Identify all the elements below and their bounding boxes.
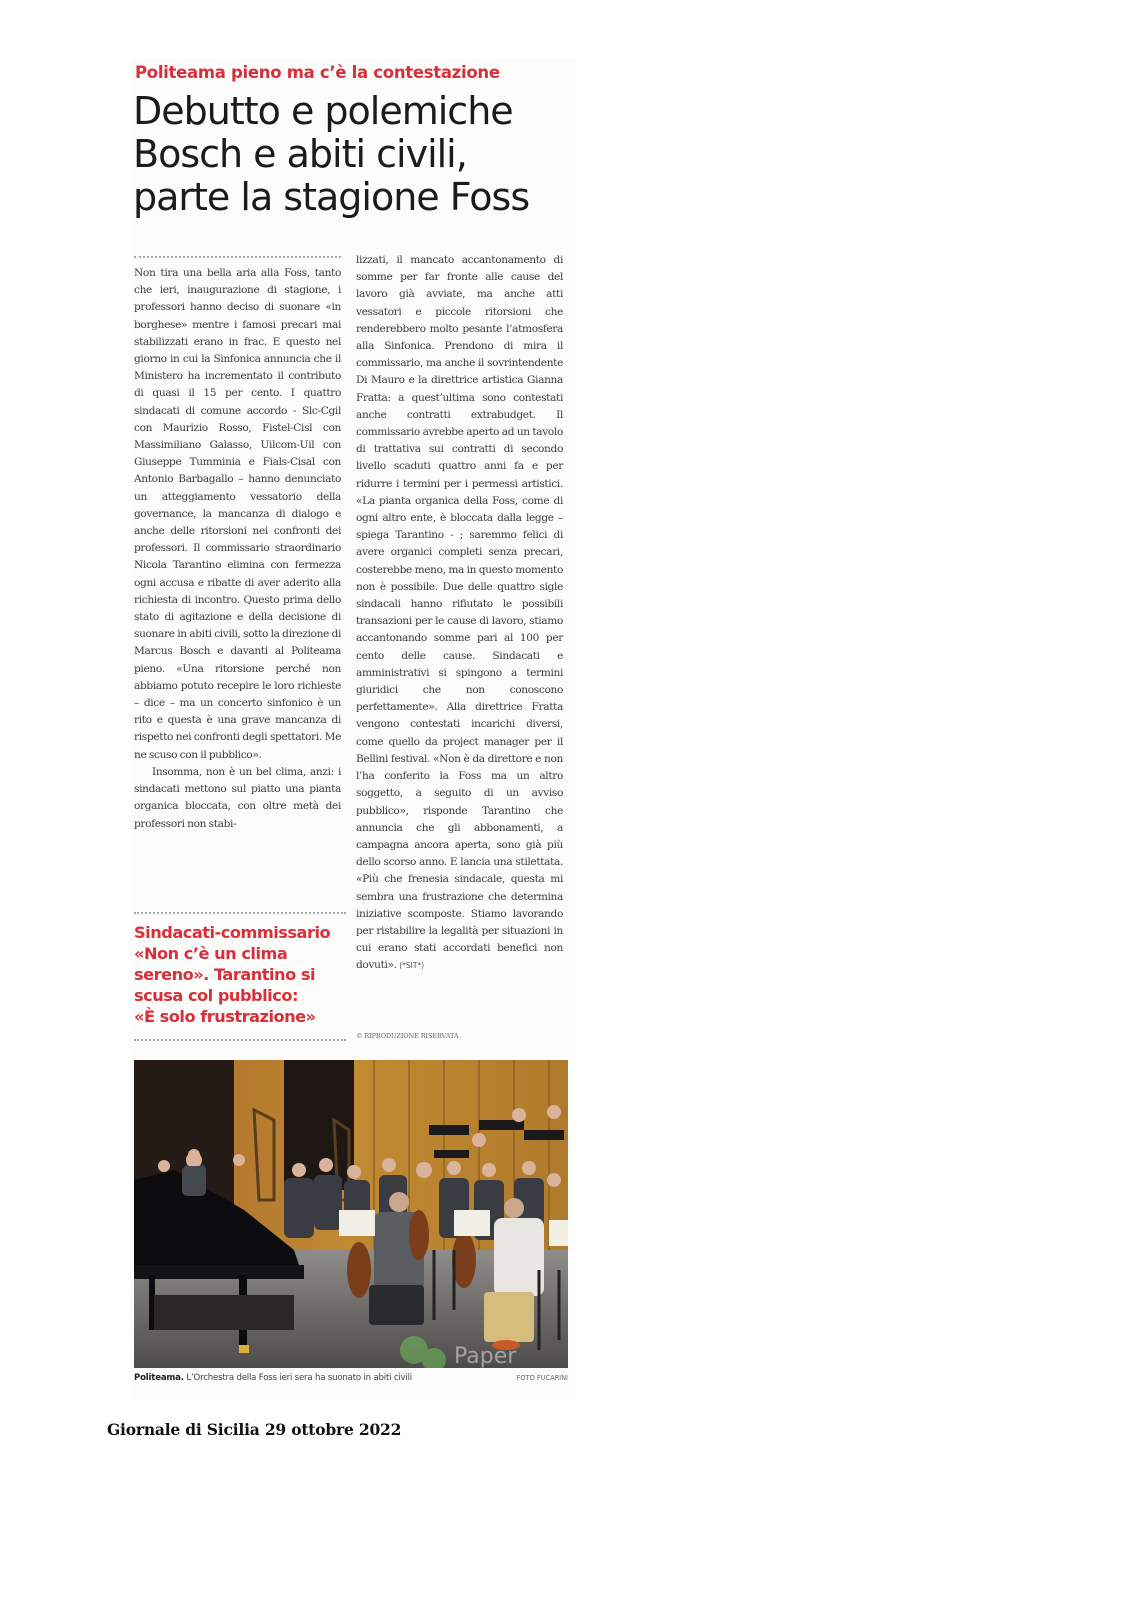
copyright-notice: © RIPRODUZIONE RISERVATA xyxy=(356,1032,459,1040)
headline-line: Debutto e polemiche xyxy=(133,89,513,133)
article-photo xyxy=(134,1060,568,1368)
watermark-text: Paper xyxy=(454,1344,517,1368)
photo-caption xyxy=(134,1373,568,1383)
body-column-left xyxy=(134,265,341,833)
article-kicker: Politeama pieno ma c’è la contestazione xyxy=(135,63,500,82)
body-paragraph: Insomma, non è un bel clima, anzi: i sindacati mettono sul piatto una pianta organica bloccata, con oltre metà dei professori non stabi- xyxy=(134,765,341,830)
subhead-line: sereno». Tarantino si xyxy=(134,965,316,984)
caption-text: L’Orchestra della Foss ieri sera ha suonato in abiti civili xyxy=(183,1373,412,1383)
photo-credit: FOTO FUCARINI xyxy=(516,1374,568,1382)
author-byline: (*SIT*) xyxy=(399,961,425,971)
headline-line: parte la stagione Foss xyxy=(133,175,530,219)
dotted-separator xyxy=(134,256,341,258)
body-paragraph xyxy=(356,252,563,975)
subhead-line: scusa col pubblico: xyxy=(134,986,298,1005)
article-subhead xyxy=(134,922,349,1027)
article-headline xyxy=(133,90,573,219)
body-text: lizzati, il mancato accantonamento di somme per far fronte alle cause del lavoro già avviate, ma anche atti vessatori e piccole ritorsioni che renderebbero molto pesante l’atmosfera alla Sinfonica. Prendono di mira il commissario, ma anche il sovrintendente Di Mauro e la direttrice artistica Gianna Fratta: a quest’ultima sono contestati anche contratti extrabudget. Il commissario avrebbe aperto ad un tavolo di trattativa sui contratti di secondo livello scaduti quattro anni fa e per ridurre i termini per i permessi artistici. «La pianta organica della Foss, come di ogni altro ente, è bloccata dalla legge – spiega Tarantino - ; saremmo felici di avere organici completi senza precari, costerebbe meno, ma in questo momento non è possibile. Due delle quattro sigle sindacali hanno rifiutato le possibili transazioni per le cause di lavoro, stiamo accantonando somme pari al 100 per cento delle cause. Sindacati e amministrativi si spingono a termini giuridici che non conoscono perfettamente». Alla direttrice Fratta vengono contestati incarichi diversi, come quello da project manager per il Bellini festival. «Non è da direttore e non l’ha conferito la Foss ma un altro soggetto, a seguito di un avviso pubblico», risponde Tarantino che annuncia che gli abbonamenti, a campagna ancora aperta, sono già più dello scorso anno. E lancia una stilettata. «Più che frenesia sindacale, questa mi sembra una frustrazione che determina iniziative scomposte. Stiamo lavorando per ristabilire la legalità per situazioni in cui erano stati accordati benefici non dovuti». xyxy=(356,254,563,972)
source-footer: Giornale di Sicilia 29 ottobre 2022 xyxy=(107,1420,402,1439)
body-column-right xyxy=(356,252,563,975)
subhead-line: «È solo frustrazione» xyxy=(134,1007,316,1026)
dotted-separator xyxy=(134,1039,346,1041)
caption-lead: Politeama. xyxy=(134,1373,184,1383)
body-paragraph: Non tira una bella aria alla Foss, tanto che ieri, inaugurazione di stagione, i professori hanno deciso di suonare «in borghese» mentre i famosi precari mai stabilizzati erano in frac. E questo nel giorno in cui la Sinfonica annuncia che il Ministero ha incrementato il contributo di quasi il 15 per cento. I quattro sindacati di comune accordo - Slc-Cgil con Maurizio Rosso, Fistel-Cisl con Massimiliano Galasso, Uilcom-Uil con Giuseppe Tumminia e Fials-Cisal con Antonio Barbagallo – hanno denunciato un atteggiamento vessatorio della governance, la mancanza di dialogo e anche delle ritorsioni nei confronti dei professori. Il commissario straordinario Nicola Tarantino elimina con fermezza ogni accusa e ribatte di aver aderito alla richiesta di incontro. Questo prima dello stato di agitazione e della decisione di suonare in abiti civili, sotto la direzione di Marcus Bosch e davanti al Politeama pieno. «Una ritorsione perché non abbiamo potuto recepire le loro richieste – dice – ma un concerto sinfonico è un rito e questa è una grave mancanza di rispetto nei confronti degli spettatori. Me ne scuso con il pubblico». xyxy=(134,267,341,761)
headline-line: Bosch e abiti civili, xyxy=(133,132,467,176)
subhead-line: «Non c’è un clima xyxy=(134,944,288,963)
orchestra-photo-illustration xyxy=(134,1060,568,1368)
dotted-separator xyxy=(134,912,346,914)
subhead-line: Sindacati-commissario xyxy=(134,923,331,942)
